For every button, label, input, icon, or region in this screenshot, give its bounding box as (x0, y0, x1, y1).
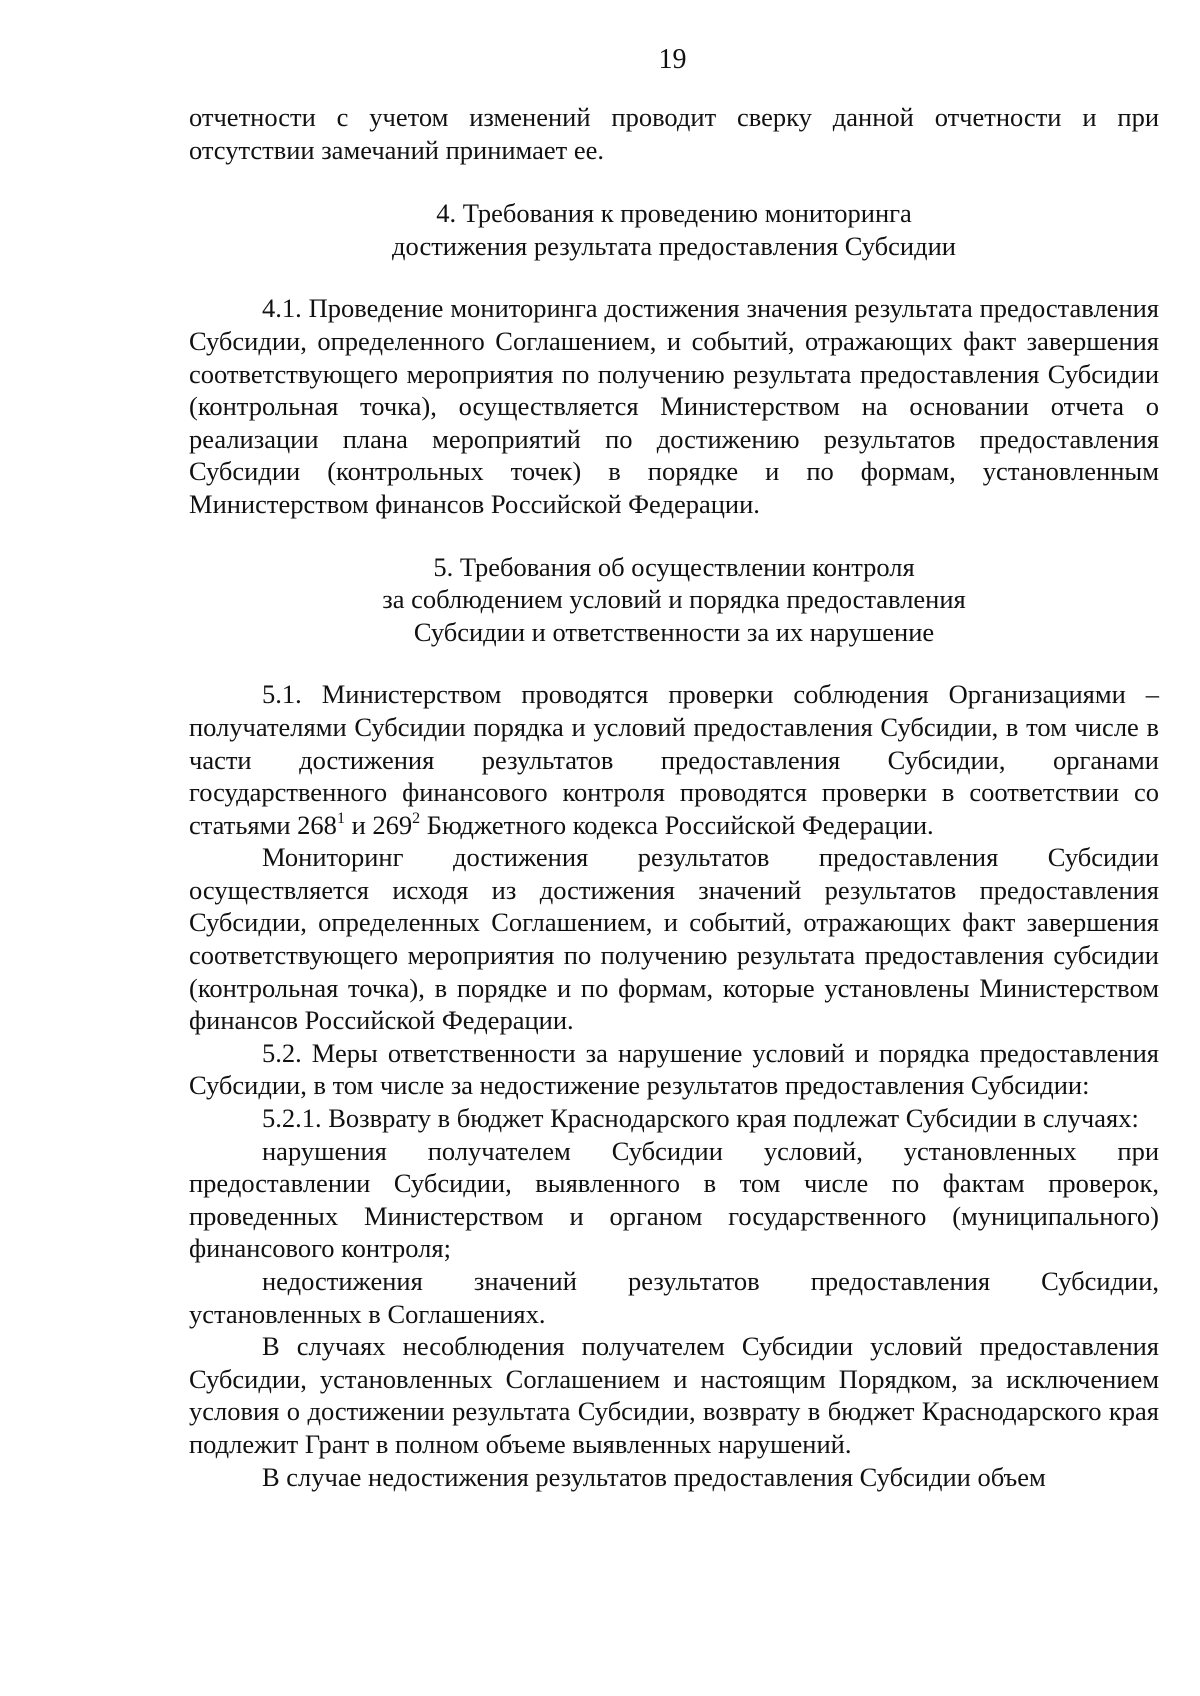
section-5-heading (189, 551, 1159, 649)
paragraph-5-1-text: Бюджетного кодекса Российской Федерации. (420, 809, 934, 840)
paragraph-noncompliance: В случаях несоблюдения получателем Субсидии условий предоставления Субсидии, установленных Соглашением и настоящим Порядком, за исключением условия о достижении результата Субсидии, возврату в бюджет Краснодарского края подлежит Грант в полном объеме выявленных нарушений. (189, 1331, 1159, 1459)
section-5-heading-line: 5. Требования об осуществлении контроля (433, 551, 915, 582)
spacer (189, 166, 1159, 197)
section-5-heading-line: Субсидии и ответственности за их нарушение (413, 616, 935, 647)
spacer (189, 521, 1159, 551)
paragraph-nonachievement: недостижения значений результатов предоставления Субсидии, установленных в Соглашениях. (189, 1266, 1159, 1329)
document-body (189, 101, 1159, 1493)
paragraph-5-2: 5.2. Меры ответственности за нарушение условий и порядка предоставления Субсидии, в том числе за недостижение результатов предоставления Субсидии: (189, 1037, 1159, 1101)
section-5-heading-line: за соблюдением условий и порядка предоставления (382, 584, 966, 615)
paragraph-4-1: 4.1. Проведение мониторинга достижения значения результата предоставления Субсидии, определенного Соглашением, и событий, отражающих факт завершения соответствующего мероприятия по получению результата предоставления Субсидии (контрольная точка), осуществляется Министерством на основании отчета о реализации плана мероприятий по достижению результатов предоставления Субсидии (контрольных точек) в порядке и по формам, установленным Министерством финансов Российской Федерации. (189, 293, 1159, 519)
page-number: 19 (658, 44, 687, 75)
paragraph-violation: нарушения получателем Субсидии условий, установленных при предоставлении Субсидии, выявленного в том числе по фактам проверок, проведенных Министерством и органом государственного (муниципального) финансового контроля; (189, 1135, 1159, 1264)
spacer (189, 262, 1159, 292)
paragraph-last: В случае недостижения результатов предоставления Субсидии объем (262, 1461, 1046, 1492)
paragraph-5-2-1: 5.2.1. Возврату в бюджет Краснодарского края подлежат Субсидии в случаях: (262, 1103, 1139, 1134)
section-4-heading-line: 4. Требования к проведению мониторинга (436, 198, 912, 229)
spacer (189, 648, 1159, 678)
paragraph-monitoring: Мониторинг достижения результатов предоставления Субсидии осуществляется исходя из достижения значений результатов предоставления Субсидии, определенных Соглашением, и событий, отражающих факт завершения соответствующего мероприятия по получению результата предоставления субсидии (контрольная точка), в порядке и по формам, которые установлены Министерством финансов Российской Федерации. (189, 842, 1159, 1036)
paragraph-5-1-text: 5.1. Министерством проводятся проверки соблюдения Организациями – получателями Субсидии порядка и условий предоставления Субсидии, в том числе в части достижения результатов предоставления Субсидии, органами государственного финансового контроля проводятся проверки в соответствии со статьями 268 (189, 679, 1159, 840)
section-4-heading (189, 197, 1159, 262)
superscript: 2 (412, 809, 421, 827)
intro-paragraph: отчетности с учетом изменений проводит сверку данной отчетности и при отсутствии замечаний принимает ее. (189, 102, 1159, 165)
superscript: 1 (336, 809, 345, 827)
paragraph-5-1 (189, 678, 1159, 841)
paragraph-5-1-text: и 269 (344, 809, 413, 840)
section-4-heading-line: достижения результата предоставления Субсидии (392, 230, 956, 261)
